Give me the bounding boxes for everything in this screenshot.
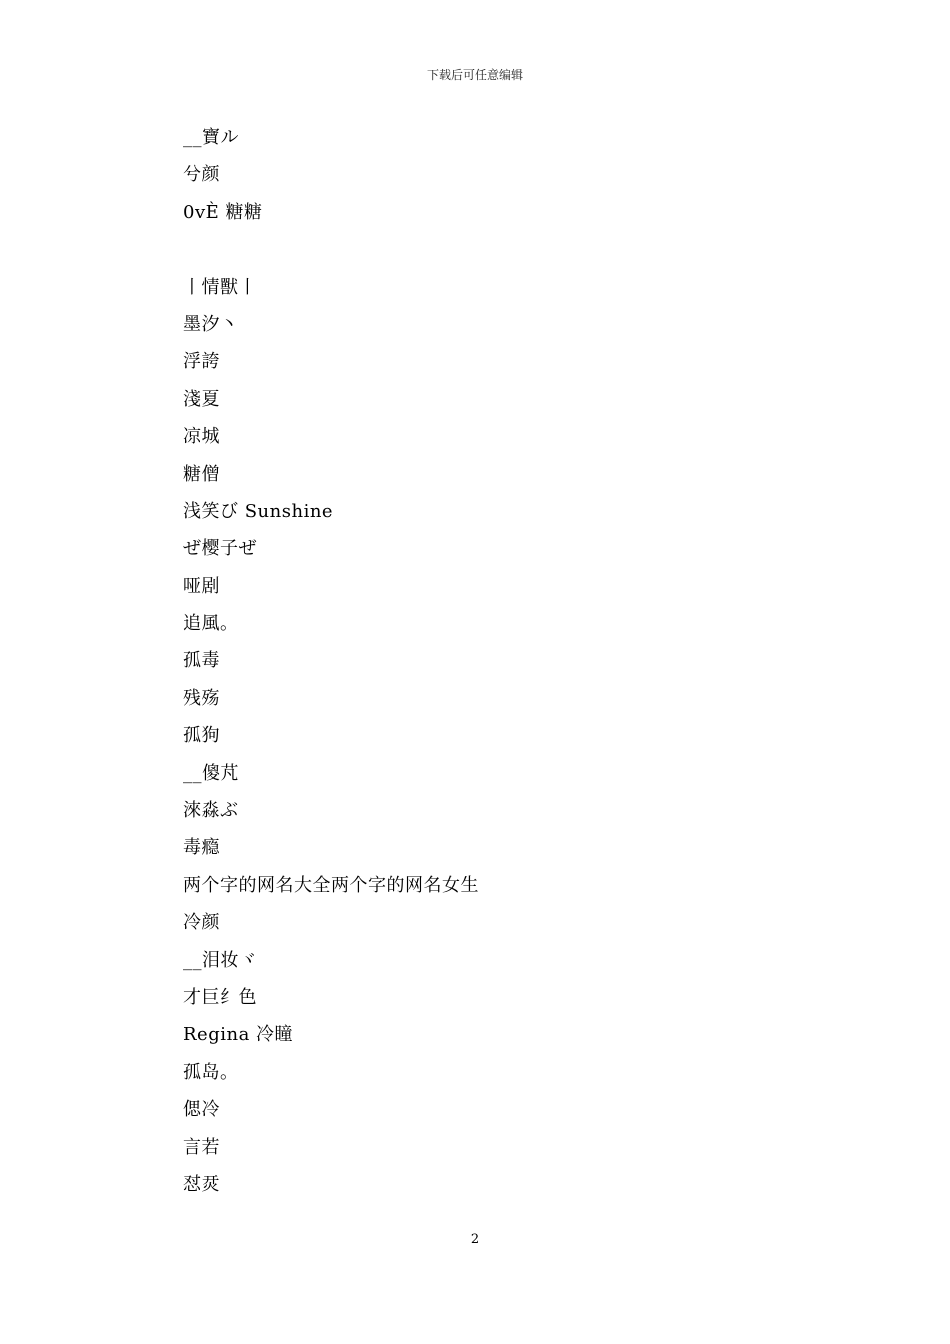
section-heading-line: 两个字的网名大全两个字的网名女生 xyxy=(183,874,479,896)
list-item: __傻芃 xyxy=(183,762,239,784)
list-item: 毒瘾 xyxy=(183,837,220,859)
list-item: 0vÈ 糖糖 xyxy=(183,201,263,223)
list-item: __泪妆ヾ xyxy=(183,949,258,971)
list-item: 墨汐丶 xyxy=(183,313,239,335)
list-item: __寶ル xyxy=(183,127,239,148)
blank-line xyxy=(183,238,803,275)
list-item: 孤毒 xyxy=(183,650,220,672)
page-header: 下载后可任意编辑 xyxy=(426,68,523,82)
list-item: 孤岛。 xyxy=(183,1061,239,1083)
list-item: 糖僧 xyxy=(183,463,220,485)
list-item: 丨情獸丨 xyxy=(183,276,257,298)
list-item: 浅笑び Sunshine xyxy=(183,500,334,522)
list-item: 追風。 xyxy=(183,613,239,635)
list-item: 才巨纟色 xyxy=(183,986,257,1008)
page-number: 2 xyxy=(470,1232,480,1247)
list-item: 浮誇 xyxy=(183,351,220,373)
list-item: 怼烎 xyxy=(183,1173,220,1195)
list-item: 凉城 xyxy=(183,426,220,448)
list-item: 兮颜 xyxy=(183,164,220,186)
list-item: 残殇 xyxy=(183,687,220,709)
list-item: Regina 冷瞳 xyxy=(183,1024,294,1046)
list-item: 淶淼ぶ xyxy=(183,800,239,822)
list-item: 哑剧 xyxy=(183,575,220,597)
list-item: 孤狗 xyxy=(183,725,220,747)
list-item: 淺夏 xyxy=(183,388,220,410)
list-item: 言若 xyxy=(183,1136,220,1158)
list-item: 冷颜 xyxy=(183,912,220,934)
document-body xyxy=(183,126,803,1210)
list-item: 偲冷 xyxy=(183,1099,220,1121)
list-item: ぜ樱子ぜ xyxy=(183,538,257,560)
